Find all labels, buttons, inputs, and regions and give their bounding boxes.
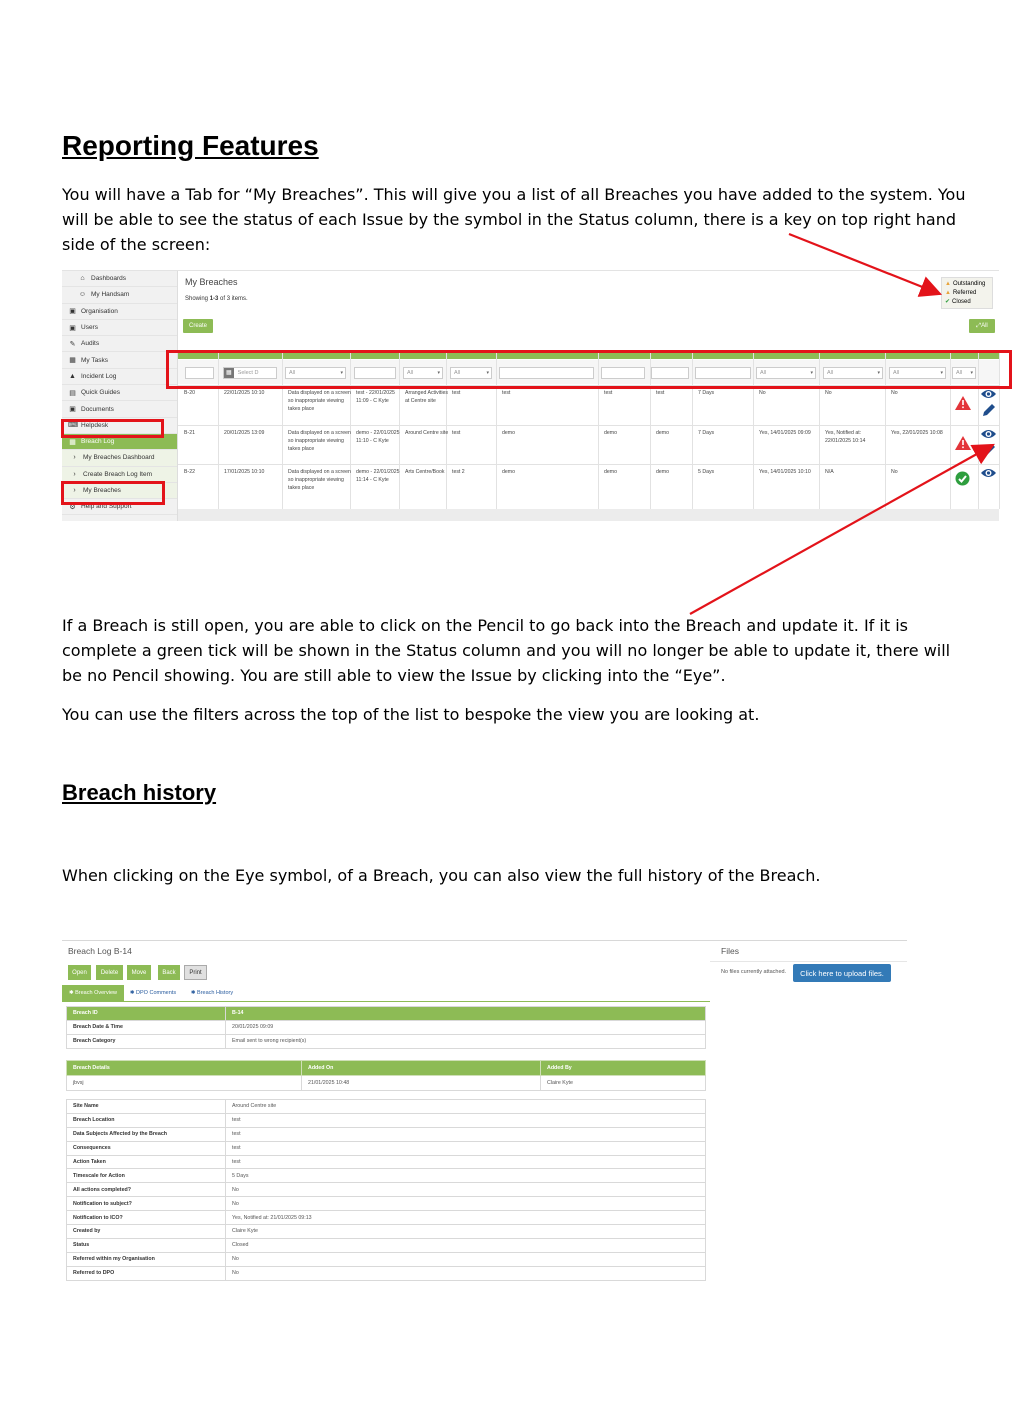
warning-icon: ▲ — [945, 289, 951, 296]
details-header: Added On — [302, 1061, 541, 1076]
kv-value: test — [226, 1141, 706, 1155]
table-cell: test — [452, 390, 461, 396]
files-title: Files — [721, 946, 739, 956]
briefcase-icon: ▣ — [69, 324, 76, 332]
table-cell: test — [604, 390, 613, 396]
sidebar-item-label: My Handsam — [91, 291, 130, 299]
kv-label: Breach Category — [67, 1034, 226, 1048]
table-cell: Arts Centre/Book — [405, 469, 445, 475]
sidebar-item-label: Audits — [81, 340, 100, 348]
kv-label: Created by — [67, 1225, 226, 1239]
breach-info-table — [66, 1099, 706, 1281]
table-cell: No — [825, 390, 832, 396]
kv-label: Referred to DPO — [67, 1266, 226, 1280]
kv-label: Data Subjects Affected by the Breach — [67, 1127, 226, 1141]
kv-row — [67, 1225, 706, 1239]
kv-label: Breach Location — [67, 1113, 226, 1127]
calendar-icon: ▦ — [226, 370, 232, 376]
kv-row — [67, 1252, 706, 1266]
table-cell: Yes, 14/01/2025 10:10 — [759, 469, 811, 475]
details-cell: Claire Kyte — [541, 1076, 706, 1091]
table-cell: demo — [604, 430, 617, 436]
gear-icon: ⚙ — [69, 503, 76, 511]
chevron-down-icon: ▾ — [970, 370, 973, 376]
table-cell: 7 Days — [698, 390, 715, 396]
chevron-down-icon: ▾ — [486, 370, 489, 376]
eye-paragraph: When clicking on the Eye symbol, of a Breach, you can also view the full history of the Breach. — [62, 866, 821, 885]
briefcase-icon: ▣ — [69, 308, 76, 316]
kv-label: Referred within my Organisation — [67, 1252, 226, 1266]
kv-row — [67, 1197, 706, 1211]
kv-value: No — [226, 1266, 706, 1280]
kv-label: Notification to subject? — [67, 1197, 226, 1211]
kv-label: Breach ID — [67, 1007, 226, 1021]
kv-label: Status — [67, 1238, 226, 1252]
kv-row — [67, 1007, 706, 1021]
table-cell: demo - 22/01/2025 11:14 - C Kyte — [356, 469, 400, 483]
kv-label: Notification to ICO? — [67, 1211, 226, 1225]
kv-label: Timescale for Action — [67, 1169, 226, 1183]
showing-count: Showing 1-3 of 3 items. — [185, 296, 248, 302]
details-header: Breach Details — [67, 1061, 302, 1076]
kv-value: Around Centre site — [226, 1100, 706, 1114]
table-cell: test — [656, 390, 665, 396]
intro-paragraph: You will have a Tab for “My Breaches”. This will give you a list of all Breaches you have added to the system. You will be able to see the status of each Issue by the symbol in the Status column, there is a key on top right hand side of the screen: — [62, 185, 966, 254]
table-cell: test - 22/01/2025 11:09 - C Kyte — [356, 390, 395, 404]
kv-value: No — [226, 1183, 706, 1197]
delete-button[interactable]: Delete — [96, 965, 123, 980]
table-cell: demo — [656, 469, 669, 475]
table-cell: 22/01/2025 10:10 — [224, 390, 265, 396]
kv-label: All actions completed? — [67, 1183, 226, 1197]
sidebar-item-label: Documents — [81, 405, 114, 413]
table-cell: Yes, Notified at: 22/01/2025 10:14 — [825, 430, 866, 444]
section-heading-reporting: Reporting Features — [62, 130, 319, 161]
table-cell: test — [452, 430, 461, 436]
user-icon: ☺ — [78, 291, 87, 299]
filter-placeholder: Select D — [237, 370, 259, 376]
move-button[interactable]: Move — [127, 965, 151, 980]
chevron-right-icon: › — [73, 470, 76, 478]
table-cell: Data displayed on a screen so inappropriate viewing takes place — [288, 469, 351, 491]
sidebar-item-label: Helpdesk — [81, 421, 109, 429]
table-cell: test — [502, 390, 511, 396]
table-cell: Data displayed on a screen so inappropriate viewing takes place — [288, 430, 351, 452]
create-button[interactable]: Create — [183, 319, 213, 333]
details-header-row — [67, 1061, 706, 1076]
section-heading-history: Breach history — [62, 780, 217, 805]
details-row — [67, 1076, 706, 1091]
table-cell: 20/01/2025 13:09 — [224, 430, 265, 436]
kv-row — [67, 1141, 706, 1155]
table-cell: demo — [502, 469, 515, 475]
kv-value: 5 Days — [226, 1169, 706, 1183]
sidebar-item-label: Help and Support — [81, 503, 132, 511]
kv-value: 20/01/2025 09:09 — [226, 1020, 706, 1034]
open-button[interactable]: Open — [68, 965, 91, 980]
kv-row — [67, 1020, 706, 1034]
chevron-down-icon: ▾ — [940, 370, 943, 376]
kv-row — [67, 1127, 706, 1141]
pencil-paragraph: If a Breach is still open, you are able to click on the Pencil to go back into the Breach and update it. If it is complete a green tick will be shown in the Status column and you will no longer be able to update it, there will be no Pencil showing. You are still able to view the Issue by clicking into the “Eye”. — [62, 616, 951, 685]
kv-row — [67, 1100, 706, 1114]
table-cell: 17/01/2025 10:10 — [224, 469, 265, 475]
files-divider — [710, 961, 907, 962]
kv-label: Site Name — [67, 1100, 226, 1114]
sidebar-item-label: Incident Log — [81, 372, 117, 380]
sidebar-item-label: Quick Guides — [81, 389, 121, 397]
expand-all-button[interactable]: ⤢ All — [969, 319, 995, 333]
details-cell: jbvsj — [67, 1076, 302, 1091]
kv-row — [67, 1238, 706, 1252]
overview-table — [66, 1006, 706, 1049]
tab-breach-history[interactable]: ✱ Breach History — [190, 990, 234, 996]
calendar-icon: ▦ — [69, 357, 76, 365]
table-cell: demo — [502, 430, 515, 436]
kv-label: Breach Date & Time — [67, 1020, 226, 1034]
kv-value: B-14 — [226, 1007, 706, 1021]
kv-value: Closed — [226, 1238, 706, 1252]
no-files-text: No files currently attached. — [721, 969, 787, 975]
breach-details-table — [66, 1060, 706, 1091]
upload-files-button[interactable]: Click here to upload files. — [793, 964, 891, 982]
chevron-right-icon: › — [73, 454, 76, 462]
book-icon: ▤ — [69, 389, 76, 397]
kv-label: Action Taken — [67, 1155, 226, 1169]
status-key-label: Outstanding — [952, 280, 986, 287]
arrow-to-pencil — [690, 445, 993, 614]
warning-icon: ▲ — [945, 280, 951, 287]
kv-value: test — [226, 1155, 706, 1169]
table-cell: Around Centre site — [405, 430, 449, 436]
table-cell: 5 Days — [698, 469, 715, 475]
breach-log-detail-screenshot — [62, 940, 907, 1296]
chevron-down-icon: ▾ — [877, 370, 880, 376]
kv-row — [67, 1034, 706, 1048]
table-cell: test 2 — [452, 469, 465, 475]
tick-icon: ✔ — [945, 299, 951, 305]
sidebar-item-label: Breach Log — [81, 438, 115, 446]
table-cell: demo — [604, 469, 617, 475]
table-cell: Yes, 14/01/2025 09:09 — [759, 430, 811, 436]
table-cell: Arranged Activities at Centre site — [405, 390, 448, 404]
filter-select-value: All — [956, 370, 963, 376]
kv-value: No — [226, 1197, 706, 1211]
kv-row — [67, 1169, 706, 1183]
table-cell: demo - 22/01/2025 11:10 - C Kyte — [356, 430, 400, 444]
kv-value: No — [226, 1252, 706, 1266]
kv-value: Claire Kyte — [226, 1225, 706, 1239]
sidebar-item-label: My Breaches Dashboard — [83, 454, 155, 462]
sidebar-item-label: My Tasks — [81, 356, 108, 364]
pencil-icon: ✎ — [69, 340, 76, 348]
sidebar-item-label: Users — [81, 324, 98, 332]
arrow-to-key — [789, 234, 940, 294]
table-icon: ▦ — [69, 438, 76, 446]
chevron-down-icon: ▾ — [437, 370, 440, 376]
kv-value: Yes, Notified at: 21/01/2025 09:13 — [226, 1211, 706, 1225]
kv-row — [67, 1113, 706, 1127]
briefcase-icon: ▣ — [69, 406, 76, 414]
details-header: Added By — [541, 1061, 706, 1076]
filter-select-value: All — [893, 370, 900, 376]
table-cell: Yes, 22/01/2025 10:08 — [891, 430, 943, 436]
tab-dpo-comments[interactable]: ✱ DPO Comments — [129, 990, 177, 996]
table-cell: B-20 — [184, 390, 195, 396]
table-cell: B-21 — [184, 430, 195, 436]
status-key-label: Referred — [952, 289, 977, 296]
status-key-label: Closed — [952, 298, 971, 305]
sidebar-item-label: Dashboards — [91, 275, 127, 283]
back-button[interactable]: Back — [158, 965, 180, 980]
table-cell: Data displayed on a screen so inappropriate viewing takes place — [288, 390, 351, 412]
breach-tabs — [62, 985, 710, 1002]
table-cell: B-22 — [184, 469, 195, 475]
kv-value: test — [226, 1113, 706, 1127]
tab-breach-overview[interactable]: ✱ Breach Overview — [62, 985, 124, 1001]
kv-value: test — [226, 1127, 706, 1141]
sidebar-item-label: My Breaches — [83, 487, 121, 494]
table-cell: No — [759, 390, 766, 396]
breach-log-title: Breach Log B-14 — [68, 946, 132, 956]
sidebar-item-label: Organisation — [81, 307, 118, 315]
warning-icon: ▲ — [69, 372, 76, 380]
filter-select-value: All — [289, 370, 296, 376]
filters-paragraph: You can use the filters across the top of the list to bespoke the view you are looking at. — [62, 705, 760, 724]
filter-select-value: All — [407, 370, 414, 376]
kv-row — [67, 1155, 706, 1169]
kv-label: Consequences — [67, 1141, 226, 1155]
chevron-down-icon: ▾ — [810, 370, 813, 376]
kv-row — [67, 1183, 706, 1197]
table-cell: demo — [656, 430, 669, 436]
kv-row — [67, 1266, 706, 1280]
kv-value: Email sent to wrong recipient(s) — [226, 1034, 706, 1048]
chevron-down-icon: ▾ — [340, 370, 343, 376]
page-title: My Breaches — [185, 277, 238, 287]
filter-select-value: All — [454, 370, 461, 376]
table-cell: No — [891, 390, 898, 396]
sidebar-item-label: Create Breach Log Item — [83, 470, 153, 478]
filter-select-value: All — [827, 370, 834, 376]
table-cell: No — [891, 469, 898, 475]
home-icon: ⌂ — [80, 275, 85, 283]
table-cell: 7 Days — [698, 430, 715, 436]
table-cell: N/A — [825, 469, 834, 475]
kv-row — [67, 1211, 706, 1225]
details-cell: 21/01/2025 10:48 — [302, 1076, 541, 1091]
chevron-right-icon: › — [73, 487, 76, 494]
keyboard-icon: ⌨ — [68, 422, 79, 430]
filter-select-value: All — [760, 370, 767, 376]
print-button[interactable]: Print — [184, 965, 207, 980]
